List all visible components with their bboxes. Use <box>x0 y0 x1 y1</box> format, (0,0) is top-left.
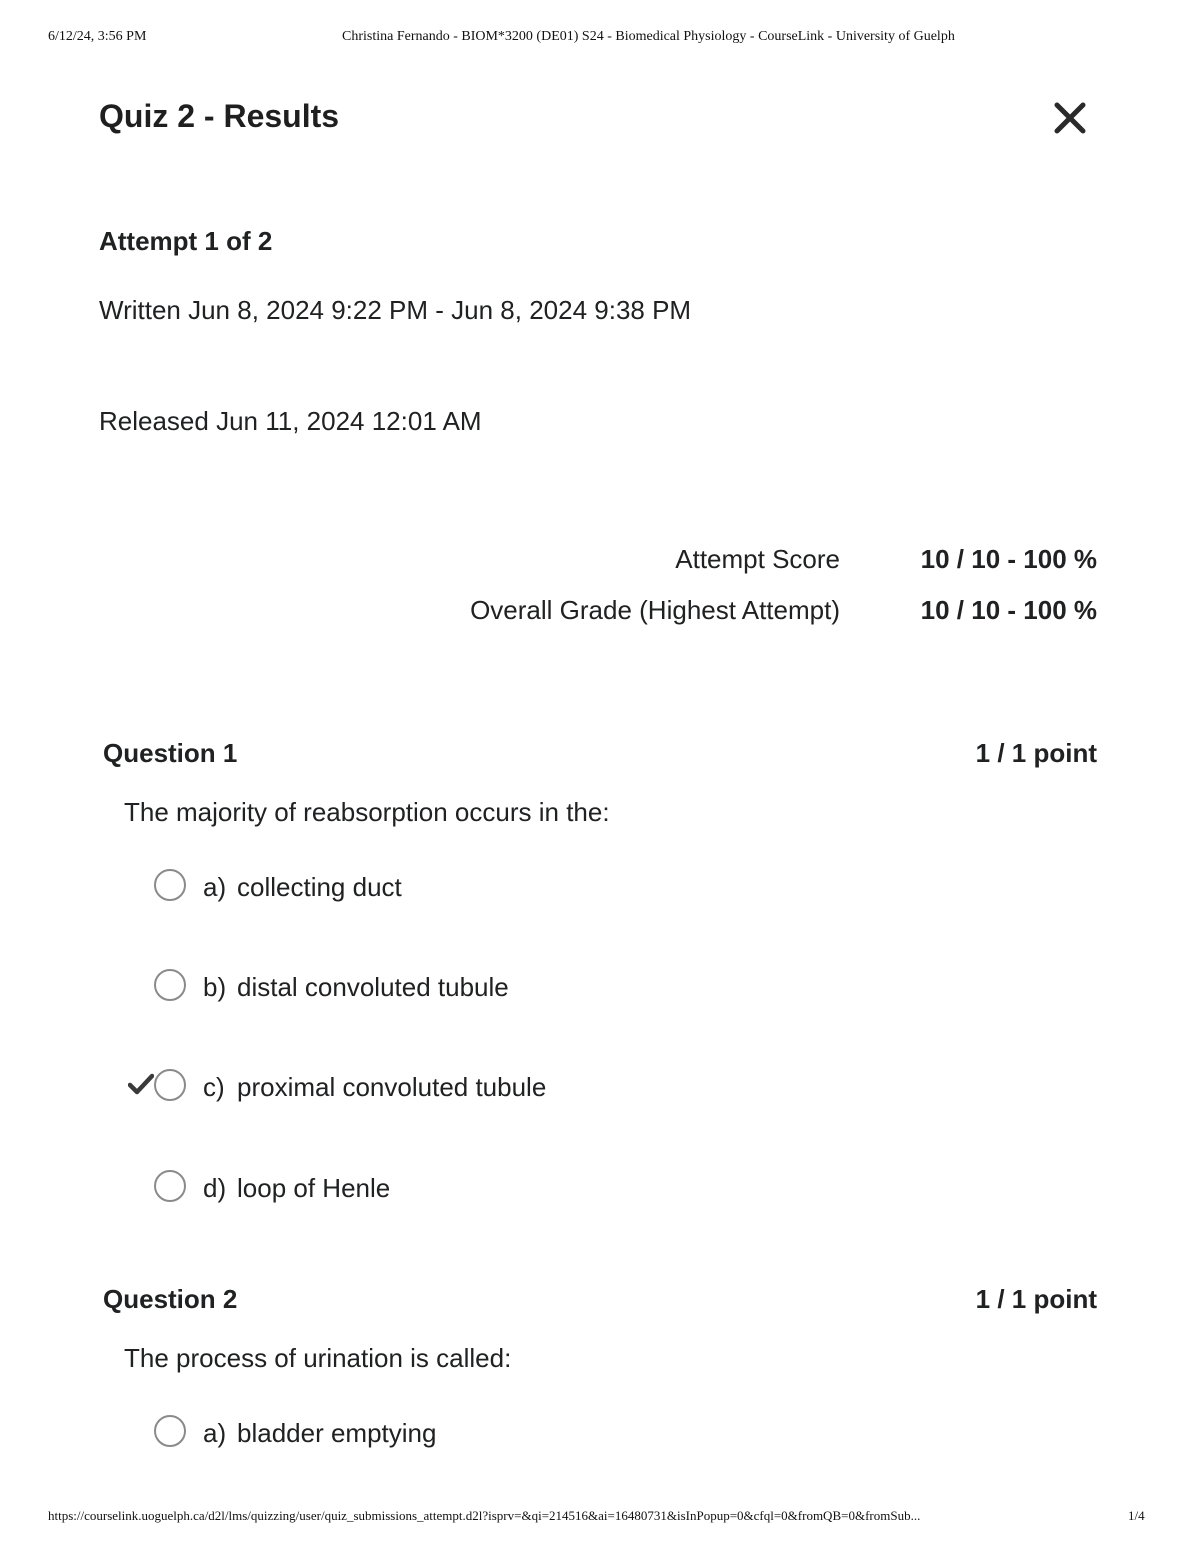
close-icon[interactable] <box>1052 100 1088 136</box>
print-date: 6/12/24, 3:56 PM <box>48 29 147 44</box>
print-page-title: Christina Fernando - BIOM*3200 (DE01) S24 - Biomedical Physiology - CourseLink - University of Guelph <box>342 29 955 44</box>
print-page-number: 1/4 <box>1128 1508 1145 1523</box>
option-letter: b) <box>203 972 227 1002</box>
attempt-score-value: 10 / 10 - 100 % <box>920 544 1097 574</box>
print-url: https://courselink.uoguelph.ca/d2l/lms/quizzing/user/quiz_submissions_attempt.d2l?isprv=&qi=214516&ai=16480731&isInPopup=0&cfql=0&fromQB=0&fromSub... <box>48 1508 921 1523</box>
question-1-points: 1 / 1 point <box>975 738 1097 768</box>
overall-grade-value: 10 / 10 - 100 % <box>920 595 1097 625</box>
radio-button[interactable] <box>154 1170 186 1202</box>
radio-button[interactable] <box>154 1069 186 1101</box>
written-timestamp: Written Jun 8, 2024 9:22 PM - Jun 8, 2024 9:38 PM <box>99 295 692 325</box>
option-text: collecting duct <box>237 872 402 902</box>
question-1-heading: Question 1 <box>103 738 238 768</box>
option-letter: d) <box>203 1173 227 1203</box>
question-1-option-b[interactable] <box>124 969 724 1009</box>
option-letter: a) <box>203 872 227 902</box>
option-letter: c) <box>203 1072 225 1102</box>
attempt-heading: Attempt 1 of 2 <box>99 226 273 256</box>
question-2-text: The process of urination is called: <box>124 1343 512 1373</box>
page-title: Quiz 2 - Results <box>99 98 340 134</box>
radio-button[interactable] <box>154 1415 186 1447</box>
question-2-heading: Question 2 <box>103 1284 238 1314</box>
question-1-option-a[interactable] <box>124 869 724 909</box>
released-timestamp: Released Jun 11, 2024 12:01 AM <box>99 406 482 436</box>
question-2-option-a[interactable] <box>124 1415 724 1455</box>
option-text: loop of Henle <box>237 1173 391 1203</box>
overall-grade-label: Overall Grade (Highest Attempt) <box>470 595 840 625</box>
option-letter: a) <box>203 1418 227 1448</box>
question-2-points: 1 / 1 point <box>975 1284 1097 1314</box>
question-1-text: The majority of reabsorption occurs in the: <box>124 797 610 827</box>
attempt-score-label: Attempt Score <box>675 544 840 574</box>
radio-button[interactable] <box>154 969 186 1001</box>
option-text: bladder emptying <box>237 1418 437 1448</box>
question-1-option-c[interactable] <box>124 1069 724 1109</box>
radio-button[interactable] <box>154 869 186 901</box>
option-text: proximal convoluted tubule <box>237 1072 547 1102</box>
correct-check-icon <box>128 1073 154 1095</box>
question-1-option-d[interactable] <box>124 1170 724 1210</box>
option-text: distal convoluted tubule <box>237 972 509 1002</box>
